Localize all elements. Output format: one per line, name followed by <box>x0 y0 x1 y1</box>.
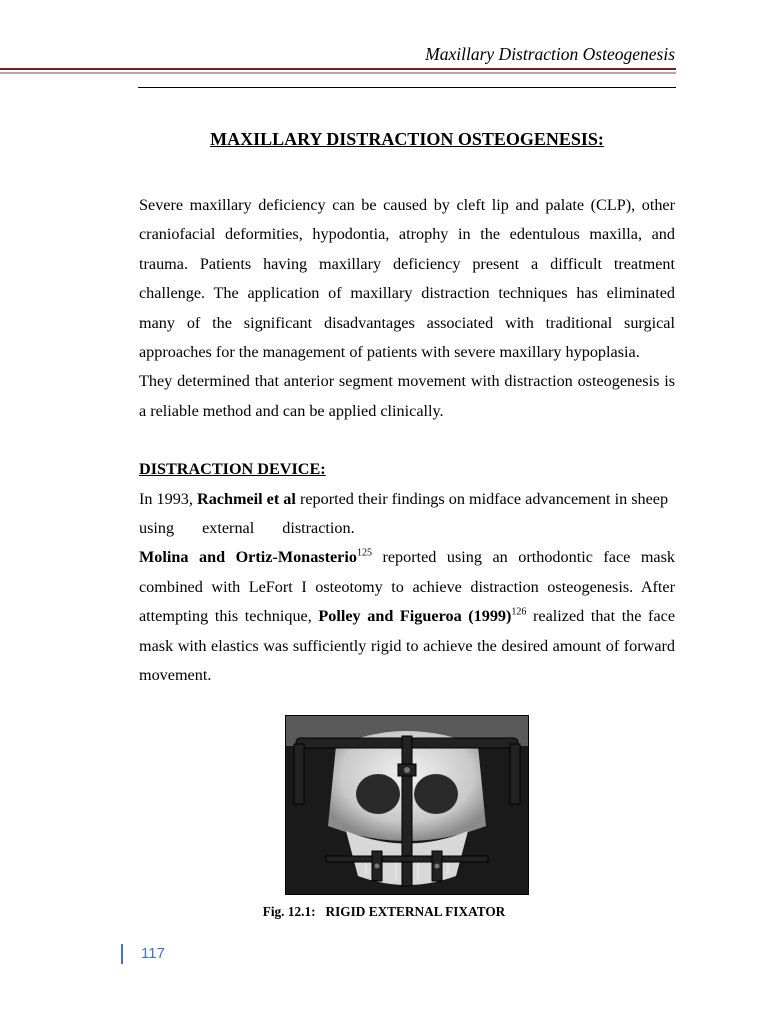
figure-caption: Fig. 12.1: RIGID EXTERNAL FIXATOR <box>262 904 506 919</box>
running-header: Maxillary Distraction Osteogenesis <box>425 44 675 64</box>
section-heading: DISTRACTION DEVICE: <box>139 460 326 479</box>
page-number: 117 <box>141 945 165 962</box>
device-paragraph-2: Molina and Ortiz-Monasterio$^{125}$ reported using an orthodontic face mask combined with LeFort I osteotomy to achieve distraction osteogenesis. After attempting this technique, Polley and Figueroa $(1999)^{126}$ realized that the face mask with elastics was sufficiently rigid to achieve the desired amount of forward movement. <box>139 548 676 685</box>
intro-paragraph: Severe maxillary deficiency can be caused by cleft lip and palate (CLP), other craniofacial deformities, hypodontia, atrophy in the edentulous maxilla, and trauma. Patients having maxillary deficiency present a difficult treatment challenge. The application of maxillary distraction techniques has eliminated many of the significant disadvantages associated with traditional surgical approaches for the management of patients with severe maxillary hypoplasia. <box>139 196 675 362</box>
skull-fixator-figure <box>285 715 529 895</box>
author-polley: Polley and Figueroa (1999) <box>318 607 512 626</box>
device-paragraph-1: In 1993, Rachmeil et al reported their findings on midface advancement in sheep using external distraction. <box>139 489 669 538</box>
header-rule-black <box>138 87 676 88</box>
header-rule-maroon <box>0 68 676 70</box>
header-rule-grey <box>0 72 676 74</box>
reference-125: 125 <box>356 548 372 560</box>
author-molina: Molina and Ortiz-Monasterio <box>139 548 357 567</box>
page-body <box>139 124 675 691</box>
reference-126: 126 <box>511 606 527 618</box>
second-paragraph: They determined that anterior segment movement with distraction osteogenesis is a reliable method and can be applied clinically. <box>139 372 675 420</box>
author-rachmeil: Rachmeil et al <box>197 489 296 508</box>
page-title: MAXILLARY DISTRACTION OSTEOGENESIS: <box>210 129 604 149</box>
page-number-bar <box>121 944 123 964</box>
